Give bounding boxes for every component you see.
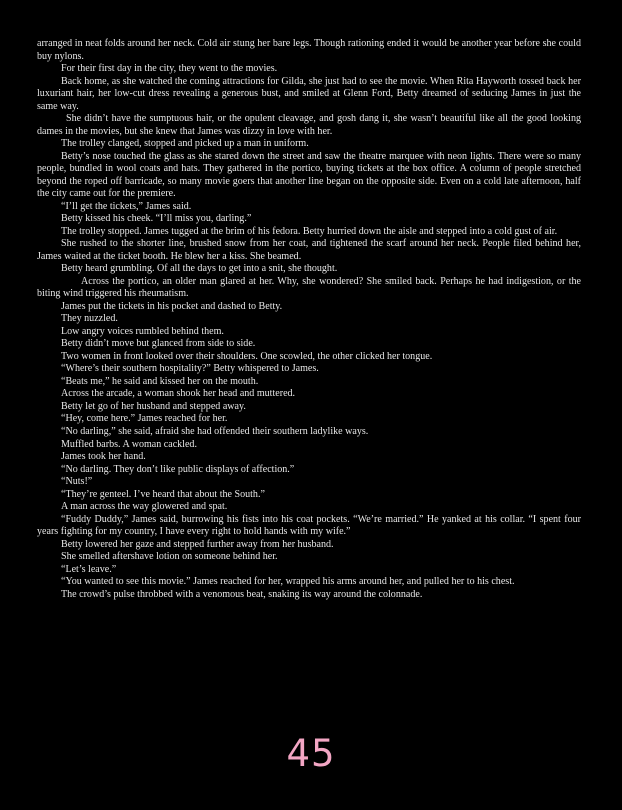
paragraph-25: James took her hand. bbox=[61, 451, 146, 463]
paragraph-9: The trolley stopped. James tugged at the brim of his fedora. Betty hurried down the aisle and stepped into a cold gust of air. bbox=[61, 225, 558, 237]
paragraph-5: The trolley clanged, stopped and picked up a man in uniform. bbox=[61, 138, 309, 150]
paragraph-3: Back home, as she watched the coming attractions for Gilda, she just had to see the movie. When Rita Hayworth tossed back her luxuriant hair, her low-cut dress revealing a generous bust, and smiled at Glenn Ford, Betty dreamed of seducing James in just the same way. bbox=[37, 75, 581, 112]
paragraph-2: For their first day in the city, they went to the movies. bbox=[61, 63, 278, 75]
paragraph-28: “They’re genteel. I’ve heard that about the South.” bbox=[61, 488, 265, 500]
paragraph-12: Across the portico, an older man glared at her. Why, she wondered? She smiled back. Perhaps he had indigestion, or the biting wind triggered his rheumatism. bbox=[37, 275, 581, 300]
paragraph-16: Betty didn’t move but glanced from side to side. bbox=[61, 338, 256, 350]
paragraph-35: The crowd’s pulse throbbed with a venomous beat, snaking its way around the colonnade. bbox=[61, 588, 423, 600]
paragraph-33: “Let’s leave.” bbox=[61, 563, 117, 575]
paragraph-26: “No darling. They don’t like public displays of affection.” bbox=[61, 463, 295, 475]
paragraph-21: Betty let go of her husband and stepped away. bbox=[61, 400, 246, 412]
page-body bbox=[37, 38, 581, 601]
paragraph-34: “You wanted to see this movie.” James reached for her, wrapped his arms around her, and pulled her to his chest. bbox=[61, 576, 515, 588]
paragraph-13: James put the tickets in his pocket and dashed to Betty. bbox=[61, 300, 283, 312]
paragraph-10: She rushed to the shorter line, brushed snow from her coat, and tightened the scarf around her neck. People filed behind her, James waited at the ticket booth. He blew her a kiss. She beamed. bbox=[37, 238, 581, 262]
paragraph-17: Two women in front looked over their shoulders. One scowled, the other clicked her tongue. bbox=[61, 350, 433, 362]
paragraph-19: “Beats me,” he said and kissed her on the mouth. bbox=[61, 375, 259, 387]
paragraph-27: “Nuts!” bbox=[61, 476, 93, 488]
paragraph-24: Muffled barbs. A woman cackled. bbox=[61, 438, 197, 450]
paragraph-8: Betty kissed his cheek. “I’ll miss you, darling.” bbox=[61, 213, 252, 225]
paragraph-31: Betty lowered her gaze and stepped further away from her husband. bbox=[61, 538, 334, 550]
paragraph-18: “Where’s their southern hospitality?” Betty whispered to James. bbox=[61, 363, 319, 375]
paragraph-15: Low angry voices rumbled behind them. bbox=[61, 325, 224, 337]
paragraph-1: arranged in neat folds around her neck. Cold air stung her bare legs. Though rationing ended it would be another year before she could buy nylons. bbox=[37, 38, 581, 62]
paragraph-11: Betty heard grumbling. Of all the days to get into a snit, she thought. bbox=[61, 263, 338, 275]
page-number: 45 bbox=[286, 732, 336, 775]
paragraph-29: A man across the way glowered and spat. bbox=[61, 501, 228, 513]
paragraph-4: She didn’t have the sumptuous hair, or the opulent cleavage, and gosh dang it, she wasn’t beautiful like all the good looking dames in the movies, but she knew that James was dizzy in love with her. bbox=[37, 113, 581, 137]
paragraph-23: “No darling,” she said, afraid she had offended their southern ladylike ways. bbox=[61, 425, 369, 437]
paragraph-22: “Hey, come here.” James reached for her. bbox=[61, 413, 228, 425]
paragraph-20: Across the arcade, a woman shook her head and muttered. bbox=[61, 388, 296, 400]
paragraph-6: Betty’s nose touched the glass as she stared down the street and saw the theatre marquee with neon lights. There were so many people, bundled in wool coats and hats. They gathered in the portico, buying tickets at the box office. A column of people stretched beyond the roped off barricade, so many movie goers that another line began on the opposite side. Even on a cold late afternoon, half the city came out for the premiere. bbox=[37, 150, 581, 200]
paragraph-30: “Fuddy Duddy,” James said, burrowing his fists into his coat pockets. “We’re married.” He yanked at his collar. “I spent four years fighting for my country, I have every right to hold hands with my wife.” bbox=[37, 513, 581, 538]
paragraph-7: “I’ll get the tickets,” James said. bbox=[61, 200, 192, 212]
paragraph-14: They nuzzled. bbox=[61, 313, 118, 325]
paragraph-32: She smelled aftershave lotion on someone behind her. bbox=[61, 551, 278, 563]
